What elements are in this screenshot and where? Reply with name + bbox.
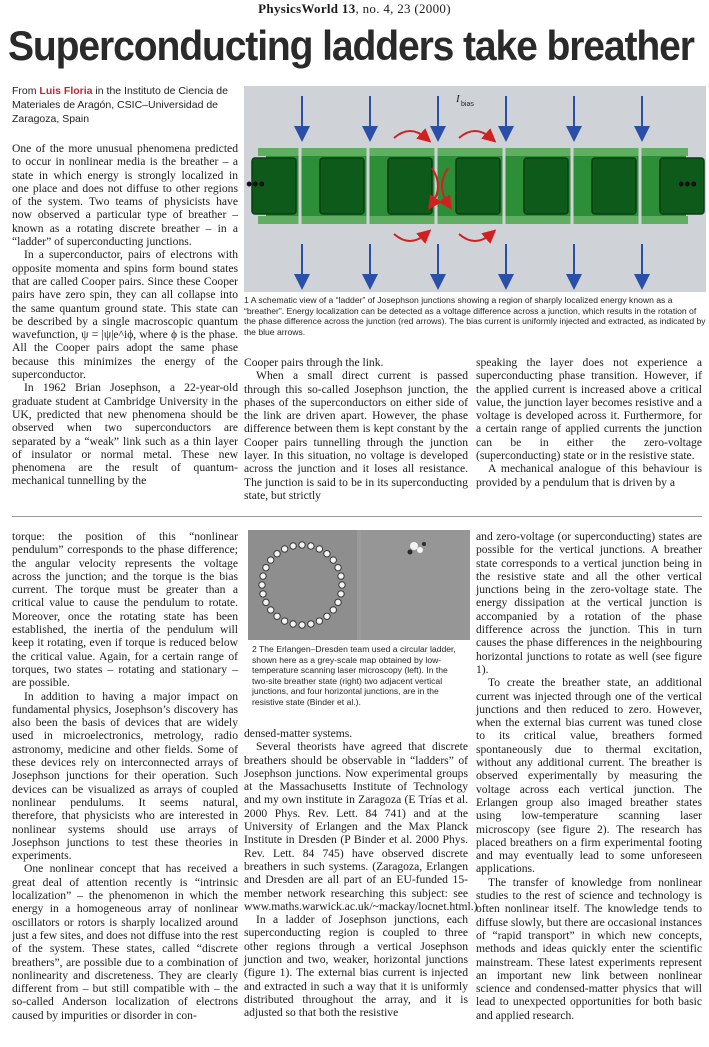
figure-1-ladder-diagram bbox=[244, 86, 706, 292]
bias-label: I bbox=[456, 93, 460, 105]
figure-1-svg bbox=[244, 86, 706, 292]
bias-sublabel: bias bbox=[461, 101, 474, 108]
paragraph: One nonlinear concept that has received a great deal of attention recently is “intrinsic localization” – the phenomenon in which the energy in a homogeneous array of nonlinear oscillators or rotors is sharply localized around just a few sites, and does not diffuse into the rest of the system. These states, called “discrete breathers”, are possible due to a combination of nonlinearity and discreteness. They are clearly different from – but still compatible with – the so-called Anderson localization of electrons caused by impurities or disorder in con- bbox=[12, 862, 238, 1022]
superconducting-island bbox=[524, 158, 568, 214]
ring-junction-spot bbox=[268, 607, 274, 613]
ring-junction-spot bbox=[259, 582, 265, 588]
paragraph: One of the more unusual phenomena predicted to occur in nonlinear media is the breather – a state in which energy is strongly localized in one place and does not diffuse to other regions of the system. Two teams of physicists have now observed a particular type of breather – known as a rotating discrete breather – in a “ladder” of superconducting junctions. bbox=[12, 142, 238, 249]
ring-junction-spot bbox=[324, 613, 330, 619]
paragraph: To create the breather state, an additional current was injected through one of the vertical junctions and then reduced to zero. However, when the external bias current was tuned close to its critical value, breathers formed spontaneously due to thermal excitation, without any additional current. The breather is observed experimentally by measuring the voltage across each vertical junction. The Erlangen group also imaged breather states using low-temperature scanning laser microscopy (see figure 2). The research has placed breathers on a firm experimental footing and may eventually lead to some unforeseen applications. bbox=[476, 676, 702, 876]
ring-junction-spot bbox=[260, 573, 266, 579]
ring-junction-spot bbox=[299, 542, 305, 548]
ellipsis-left: ••• bbox=[246, 174, 265, 194]
paragraph: Several theorists have agreed that discrete breathers should be observable in “ladders” of Josephson junctions. Now experimental groups at the Massachusetts Institute of Technology and my own institute in Zaragoza (E Trías et al. 2000 Phys. Rev. Lett. 84 741) and at the University of Erlangen and the Max Planck Institute in Dresden (P Binder et al. 2000 Phys. Rev. Lett. 84 745) have observed discrete breathers in such systems. (Zaragoza, Erlangen and Dresden are all part of an EU-funded 15-member network researching this subject: see www.maths.warwick.ac.uk/~mackay/locnet.html.) bbox=[244, 740, 478, 913]
ring-junction-spot bbox=[260, 591, 266, 597]
superconducting-island bbox=[592, 158, 636, 214]
column-5 bbox=[244, 727, 478, 1020]
paragraph: In 1962 Brian Josephson, a 22-year-old graduate student at Cambridge University in the UK, predicted that new phenomena should be observed when two superconductors are separated by a “weak” link such as a thin layer of insulator or normal metal. These new phenomena are the result of quantum-mechanical tunnelling by the bbox=[12, 381, 238, 488]
paragraph: The transfer of knowledge from nonlinear studies to the rest of science and technology is often nonlinear itself. The knowledge tends to diffuse slowly, but there are occasional instances of “rapid transport” in which new concepts, methods and ideas quickly enter the scientific mainstream. These latest experiments represent an important new link between nonlinear science and condensed-matter physics that will lead to unexpected opportunities for both basic and applied research. bbox=[476, 875, 703, 1022]
ring-junction-spot bbox=[308, 543, 314, 549]
ring-junction-spot bbox=[274, 551, 280, 557]
figure-2-svg bbox=[248, 530, 470, 640]
ring-junction-spot bbox=[281, 618, 287, 624]
paragraph: and zero-voltage (or superconducting) states are possible for the vertical junctions. A breather state corresponds to a vertical junction being in the resistive state and all the other vertical junctions being in the zero-voltage state. The energy dissipation at the vertical junction is accompanied by a rotation of the phase difference across the junction. This in turn causes the phase differences in the neighbouring horizontal junctions to rotate as well (see figure 1). bbox=[476, 530, 702, 676]
ring-junction-spot bbox=[299, 622, 305, 628]
superconducting-island bbox=[456, 158, 500, 214]
ring-junction-spot bbox=[281, 546, 287, 552]
paragraph: A mechanical analogue of this behaviour is provided by a pendulum that is driven by a bbox=[476, 462, 702, 489]
ring-junction-spot bbox=[335, 599, 341, 605]
author-name: Luis Floria bbox=[39, 85, 93, 97]
journal-issue: , no. 4, 23 (2000) bbox=[355, 1, 451, 16]
ring-junction-spot bbox=[338, 573, 344, 579]
column-2 bbox=[244, 356, 468, 502]
ring-junction-spot bbox=[330, 607, 336, 613]
figure-2-caption: 2 The Erlangen–Dresden team used a circular ladder, shown here as a grey-scale map obtained by low-temperature scanning laser microscopy (left). In the two-site breather state (right) two adjacent vertical junctions, and four horizontal junctions, are in the resistive state (Binder et al.). bbox=[252, 644, 456, 707]
ring-junction-spot bbox=[324, 551, 330, 557]
column-1 bbox=[12, 142, 238, 488]
ring-junction-spot bbox=[274, 613, 280, 619]
paragraph: In a superconductor, pairs of electrons with opposite momenta and spins form bound states that are called Cooper pairs. Since these Cooper pairs have zero spin, they can all collapse into the same quantum ground state. This state can be described by a single macroscopic quantum wavefunction, ψ = |ψ|e^iϕ, where ϕ is the phase. All the Cooper pairs adopt the same phase because this minimizes the energy of the superconductor. bbox=[12, 248, 238, 382]
ring-junction-spot bbox=[263, 599, 269, 605]
ring-junction-spot bbox=[339, 582, 345, 588]
superconducting-island bbox=[320, 158, 364, 214]
ring-junction-spot bbox=[316, 546, 322, 552]
figure-1-caption: 1 A schematic view of a “ladder” of Josephson junctions showing a region of sharply localized energy known as a “breather”. Energy localization can be detected as a voltage difference across a junction, which results in the rotation of the phase difference across the junction (red arrows). The bias current is uniformly injected and extracted, as indicated by the blue arrows. bbox=[244, 295, 706, 337]
ring-junction-spot bbox=[268, 557, 274, 563]
superconducting-island bbox=[388, 158, 432, 214]
paragraph: When a small direct current is passed through this so-called Josephson junction, the phases of the superconductors on either side of the link are driven apart. However, the phase difference between them is kept constant by the Cooper pairs tunnelling through the junction layer. In this situation, no voltage is developed across the junction and it loses all resistance. The junction is said to be in its superconducting state, but strictly bbox=[244, 369, 468, 502]
ring-junction-spot bbox=[308, 621, 314, 627]
section-divider bbox=[12, 516, 702, 517]
ring-junction-spot bbox=[338, 591, 344, 597]
ring-junction-spot bbox=[316, 618, 322, 624]
ring-junction-spot bbox=[335, 564, 341, 570]
paragraph: speaking the layer does not experience a superconducting phase transition. However, if the applied current is increased above a critical value, the junction layer becomes resistive and a voltage is developed across it. Furthermore, for a certain range of applied currents the junction can be in either the zero-voltage (superconducting) state or in the resistive state. bbox=[476, 356, 702, 463]
bottom-rail bbox=[258, 216, 688, 224]
author-affiliation: in the Instituto de Ciencia de Materiales de Aragón, CSIC–Universidad de Zaragoza, Spain bbox=[12, 85, 228, 125]
ring-junction-spot bbox=[290, 621, 296, 627]
author-prefix: From bbox=[12, 85, 40, 97]
paragraph: In addition to having a major impact on fundamental physics, Josephson’s discovery has also been the basis of devices that are widely used in microelectronics, metrology, radio astronomy, medicine and other fields. Some of these devices rely on interconnected arrays of Josephson junctions for their operation. Such devices can be visualized as arrays of coupled nonlinear pendulums. It seems natural, therefore, that physicists who are interested in nonlinear systems should use arrays of Josephson junctions to test these theories in experiments. bbox=[12, 689, 238, 863]
column-4 bbox=[12, 530, 238, 1022]
author-byline bbox=[12, 84, 240, 126]
column-6 bbox=[476, 530, 702, 1022]
journal-citation bbox=[0, 1, 709, 17]
figure-2-microscopy-images bbox=[248, 530, 470, 640]
paragraph: Cooper pairs through the link. bbox=[244, 356, 384, 369]
paragraph: densed-matter systems. bbox=[244, 727, 353, 740]
ring-junction-spot bbox=[330, 557, 336, 563]
paragraph: In a ladder of Josephson junctions, each superconducting region is coupled to three other regions through a vertical Josephson junction and two, weaker, horizontal junctions (figure 1). The external bias current is injected and extracted in such a way that it is uniformly distributed throughout the array, and it is adjusted so that both the resistive bbox=[244, 913, 468, 1020]
ring-junction-spot bbox=[263, 564, 269, 570]
paragraph: torque: the position of this “nonlinear pendulum” corresponds to the phase difference; the angular velocity represents the voltage across the junction; and the torque is the bias current. The torque must be greater than a critical value to cause the pendulum to rotate. Moreover, once the rotating state has been established, the inertia of the pendulum will keep it rotating, even if torque is reduced below the critical value. Again, for a certain range of torques, two states – rotating and stationary – are possible. bbox=[12, 530, 238, 690]
headline: Superconducting ladders take breather bbox=[8, 22, 694, 69]
top-rail bbox=[258, 148, 688, 156]
column-3 bbox=[476, 356, 702, 489]
ring-junction-spot bbox=[290, 543, 296, 549]
journal-name: PhysicsWorld bbox=[258, 1, 339, 16]
journal-volume: 13 bbox=[341, 1, 356, 16]
ellipsis-right: ••• bbox=[678, 174, 697, 194]
